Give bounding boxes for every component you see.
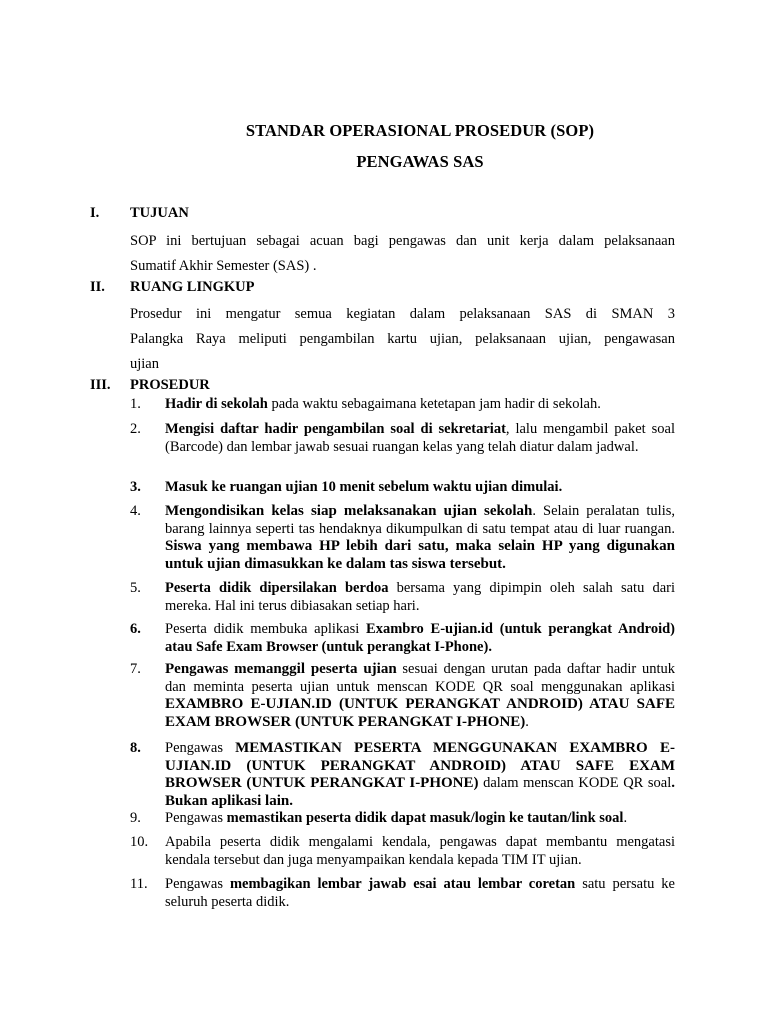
item-text [165, 621, 675, 656]
list-item [130, 621, 675, 656]
text-run: . Selain peralatan tulis, barang lainnya seperti tas hendaknya dikumpulkan di satu tempat atau di luar ruangan. [165, 503, 675, 537]
item-number: 2. [130, 421, 141, 437]
item-number: 5. [130, 580, 141, 596]
section-paragraph [130, 229, 675, 279]
section-heading: PROSEDUR [130, 377, 210, 393]
item-text [165, 580, 675, 615]
text-run: satu persatu ke seluruh peserta didik. [165, 876, 675, 910]
item-number: 6. [130, 621, 141, 637]
text-run: Pengawas [165, 876, 230, 892]
list-item [130, 661, 675, 731]
paragraph-line: ujian [130, 356, 159, 372]
bold-text-run: . Bukan aplikasi lain. [165, 775, 676, 809]
item-number: 7. [130, 661, 141, 677]
bold-text-run: Siswa yang membawa HP lebih dari satu, maka selain HP yang digunakan untuk ujian dimasukkan ke dalam tas siswa tersebut. [165, 538, 675, 572]
list-item [130, 834, 675, 869]
bold-text-run: Hadir di sekolah [165, 396, 268, 412]
item-number: 11. [130, 876, 148, 892]
item-text [165, 479, 675, 497]
list-item [130, 740, 675, 810]
title-line-1: STANDAR OPERASIONAL PROSEDUR (SOP) [245, 121, 595, 140]
text-run: bersama yang dipimpin oleh salah satu dari mereka. Hal ini terus dibiasakan setiap hari. [165, 580, 676, 614]
item-text [165, 396, 675, 414]
text-run: , lalu mengambil paket soal (Barcode) dan lembar jawab sesuai ruangan kelas yang telah diatur dalam jadwal. [165, 421, 675, 455]
item-number: 9. [130, 810, 141, 826]
text-run: pada waktu sebagaimana ketetapan jam hadir di sekolah. [267, 396, 601, 412]
bold-text-run: Peserta didik dipersilakan berdoa [165, 580, 389, 596]
title-line-2: PENGAWAS SAS [356, 152, 484, 171]
text-run: Apabila peserta didik mengalami kendala, pengawas dapat membantu mengatasi kendala tersebut dan juga menyampaikan kendala kepada TIM IT ujian. [165, 834, 675, 868]
item-number: 4. [130, 503, 141, 519]
bold-text-run: Mengisi daftar hadir pengambilan soal di sekretariat [165, 421, 506, 437]
text-run: Pengawas [165, 740, 236, 756]
list-item [130, 503, 675, 573]
text-run: sesuai dengan urutan pada daftar hadir untuk dan meminta peserta ujian untuk menscan KODE QR soal menggunakan aplikasi [165, 661, 675, 695]
bold-text-run: Masuk ke ruangan ujian 10 menit sebelum waktu ujian dimulai. [165, 479, 563, 495]
item-number: 3. [130, 479, 141, 495]
section-paragraph [130, 302, 675, 377]
bold-text-run: Mengondisikan kelas siap melaksanakan ujian sekolah [165, 503, 533, 519]
paragraph-line: SOP ini bertujuan sebagai acuan bagi pengawas dan unit kerja dalam pelaksanaan [130, 233, 675, 249]
text-run: . [525, 713, 529, 730]
section-number: I. [90, 205, 100, 221]
item-text [165, 661, 675, 731]
item-number: 10. [130, 834, 149, 850]
section-number: II. [90, 279, 105, 295]
item-text [165, 876, 675, 911]
paragraph-line: Palangka Raya meliputi pengambilan kartu ujian, pelaksanaan ujian, pengawasan [130, 331, 675, 347]
bold-text-run: membagikan lembar jawab esai atau lembar coretan [229, 876, 576, 892]
item-text [165, 810, 675, 828]
list-item [130, 421, 675, 456]
list-item [130, 876, 675, 911]
bold-text-run: MEMASTIKAN PESERTA MENGGUNAKAN EXAMBRO E-UJIAN.ID (UNTUK PERANGKAT ANDROID) ATAU SAFE EXAM BROWSER (UNTUK PERANGKAT I-PHONE) [165, 740, 675, 791]
item-text [165, 834, 675, 869]
list-item [130, 810, 675, 828]
text-run: . [623, 810, 628, 826]
text-run: dalam menscan KODE QR soal [478, 775, 672, 791]
bold-text-run: memastikan peserta didik dapat masuk/login ke tautan/link soal [226, 810, 624, 826]
section-heading: TUJUAN [130, 205, 189, 221]
bold-text-run: EXAMBRO E-UJIAN.ID (UNTUK PERANGKAT ANDROID) ATAU SAFE EXAM BROWSER (UNTUK PERANGKAT I-PHONE) [165, 696, 675, 730]
item-text [165, 503, 675, 573]
section-heading: RUANG LINGKUP [130, 279, 255, 295]
section-number: III. [90, 377, 111, 393]
list-item [130, 396, 675, 414]
item-text [165, 740, 675, 810]
item-number: 8. [130, 740, 141, 756]
bold-text-run: Pengawas memanggil peserta ujian [165, 661, 397, 677]
text-run: Pengawas [165, 810, 227, 826]
item-text [165, 421, 675, 456]
paragraph-line: Prosedur ini mengatur semua kegiatan dalam pelaksanaan SAS di SMAN 3 [130, 306, 675, 322]
bold-text-run: Exambro E-ujian.id (untuk perangkat Android) atau Safe Exam Browser (untuk perangkat I-Phone). [165, 621, 675, 655]
text-run: Peserta didik membuka aplikasi [165, 621, 367, 637]
paragraph-line: Sumatif Akhir Semester (SAS) . [130, 258, 317, 274]
list-item [130, 580, 675, 615]
list-item [130, 479, 675, 497]
item-number: 1. [130, 396, 141, 412]
